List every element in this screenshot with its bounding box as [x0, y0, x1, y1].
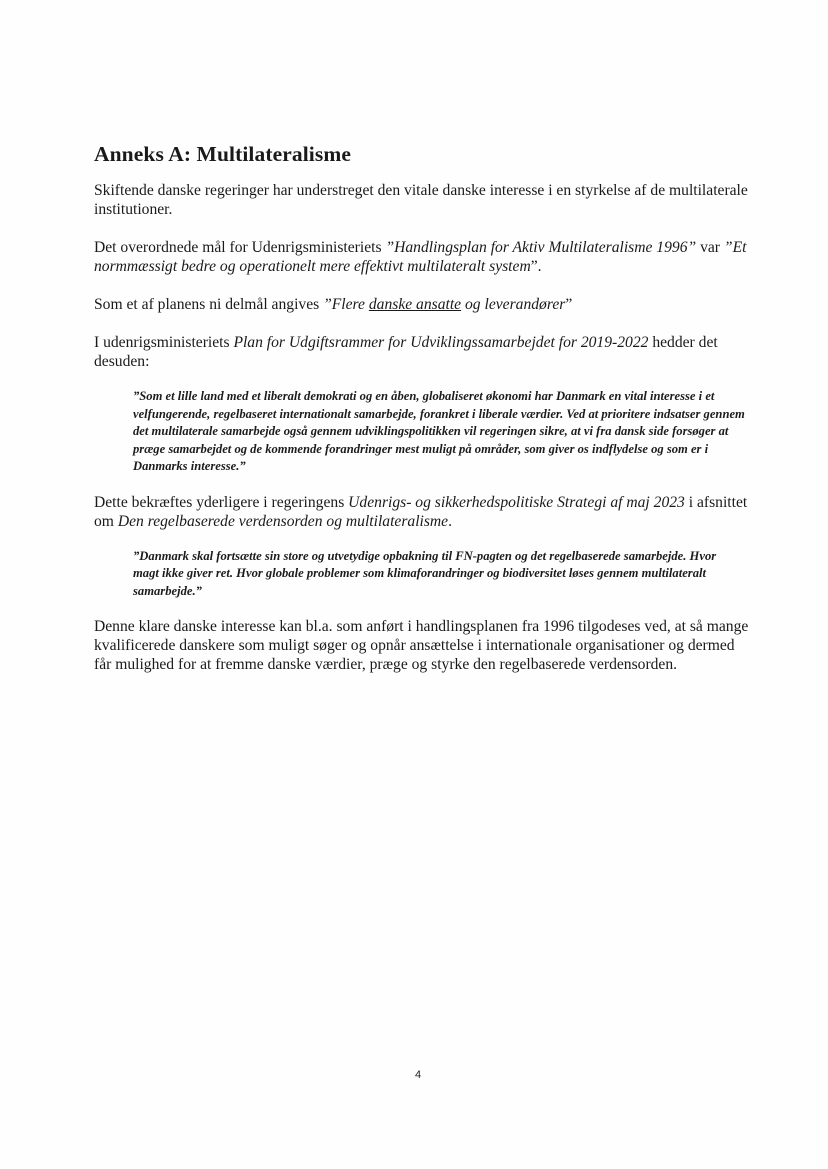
page-number: 4 [414, 1069, 422, 1081]
paragraph-intro: Skiftende danske regeringer har understreget den vitale danske interesse i en styrkelse af de multilaterale institutioner. [94, 182, 748, 218]
text-segment: Dette bekræftes yderligere i regeringens [94, 493, 349, 511]
paragraph-subgoal [94, 295, 754, 314]
text-segment: Som et af planens ni delmål angives [94, 296, 324, 313]
text-segment: ” [565, 296, 573, 313]
italic-budget-plan-title: Plan for Udgiftsrammer for Udviklingssamarbejdet for 2019-2022 [233, 334, 649, 351]
section-heading: Anneks A: Multilateralisme [94, 142, 351, 166]
text-segment: i afsnittet om [94, 493, 748, 530]
quote-budget-plan: ”Som et lille land med et liberalt demokrati og en åben, globaliseret økonomi har Danmark en vital interesse i et velfungerende, regelbaseret internationalt samarbejde, forankret i liberale værdier. Ved at prioritere indsatser gennem det multilaterale samarbejde også gennem udviklingspolitikken vil regeringen sikre, at vi fra dansk side forsøger at præge samarbejdet og de kommende forandringer mest muligt på områder, som giver os indflydelse og som er i Danmarks interesse.” [133, 389, 745, 473]
paragraph-action-plan [94, 238, 754, 276]
text-segment: . [448, 512, 453, 530]
italic-plan-title: ”Handlingsplan for Aktiv Multilateralisme 1996” [385, 239, 697, 256]
italic-subgoal-start: ”Flere [323, 296, 369, 313]
text-segment: ”. [530, 258, 542, 275]
text-segment: var [696, 239, 724, 256]
italic-strategy-title: Udenrigs- og sikkerhedspolitiske Strategi af maj 2023 [348, 493, 685, 511]
italic-section-title: Den regelbaserede verdensorden og multilateralisme [117, 512, 449, 530]
italic-subgoal-end: og leverandører [461, 296, 566, 313]
text-segment: Det overordnede mål for Udenrigsministeriets [94, 239, 386, 256]
paragraph-strategy [94, 493, 754, 531]
underlined-danish-employees: danske ansatte [368, 296, 462, 313]
paragraph-conclusion: Denne klare danske interesse kan bl.a. som anført i handlingsplanen fra 1996 tilgodeses ved, at så mange kvalificerede danskere som muligt søger og opnår ansættelse i internationale organisationer og dermed får mulighed for at fremme danske værdier, præge og styrke den regelbaserede verdensorden. [94, 618, 749, 673]
quote-strategy: ”Danmark skal fortsætte sin store og utvetydige opbakning til FN-pagten og det regelbaserede samarbejde. Hvor magt ikke giver ret. Hvor globale problemer som klimaforandringer og biodiversitet løses gennem multilateralt samarbejde.” [133, 548, 717, 598]
text-segment: hedder det desuden: [94, 334, 718, 370]
page-content [94, 141, 754, 693]
italic-plan-goal: ”Et normmæssigt bedre og operationelt mere effektivt multilateralt system [94, 239, 747, 275]
text-segment: I udenrigsministeriets [94, 334, 234, 351]
paragraph-budget-plan [94, 333, 754, 371]
